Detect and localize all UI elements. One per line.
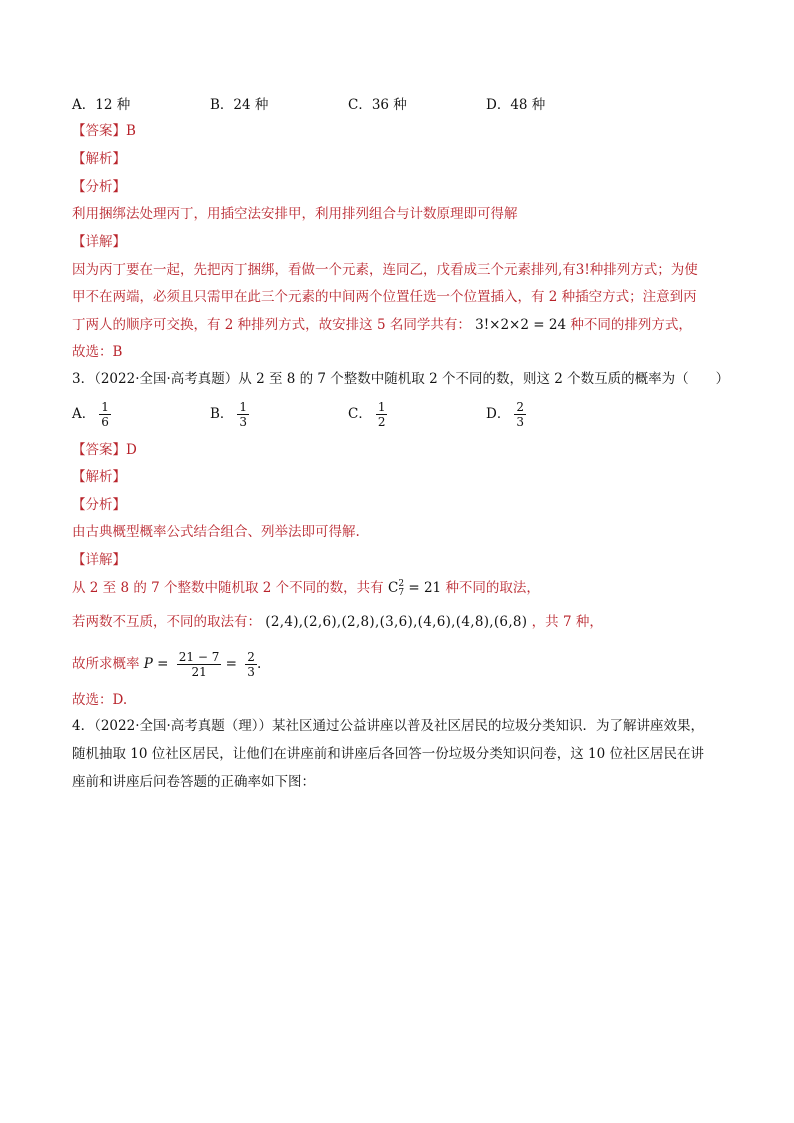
q3-option-a [72, 400, 111, 429]
q2-detail-line-1: 因为丙丁要在一起，先把丙丁捆绑，看做一个元素，连同乙，戊看成三个元素排列,有3!种排列方式；为使 [72, 262, 698, 278]
denominator: 6 [101, 415, 109, 429]
fraction [237, 400, 249, 429]
probability-formula [143, 650, 262, 679]
combination-formula [388, 580, 441, 596]
numerator: 1 [239, 400, 248, 414]
probability-symbol: P [143, 656, 153, 672]
answer-label: 【答案】 [72, 442, 126, 458]
q2-option-b: B．24 种 [210, 97, 269, 113]
fraction [177, 650, 222, 679]
detail-text: 丁两人的顺序可交换，有 2 种排列方式，故安排这 5 名同学共有： [72, 317, 471, 333]
detail-text: 若两数不互质，不同的取法有： [72, 614, 261, 630]
formula: 3!×2×2 = 24 [475, 317, 567, 333]
denominator: 2 [377, 415, 386, 429]
option-letter: D． [486, 406, 511, 422]
q2-fenxi-text: 利用捆绑法处理丙丁，用插空法安排甲，利用排列组合与计数原理即可得解 [72, 206, 518, 222]
detail-text: 种不同的取法， [445, 580, 540, 596]
denominator: 3 [516, 415, 524, 429]
q4-line-1: 4．（2022·全国·高考真题（理））某社区通过公益讲座以普及社区居民的垃圾分类知识．为了解讲座效果， [72, 718, 705, 734]
numerator: 1 [101, 400, 109, 414]
denominator: 3 [239, 415, 248, 429]
q3-answer [72, 440, 137, 460]
equals-sign: = [221, 656, 242, 672]
combination-sup: 2 [398, 578, 405, 589]
q2-detail-line-2: 甲不在两端，必须且只需甲在此三个元素的中间两个位置任选一个位置插入，有 2 种插空方式；注意到丙 [72, 289, 697, 305]
q2-option-a: A．12 种 [72, 97, 131, 113]
option-letter: A． [72, 406, 96, 422]
fraction [376, 400, 388, 429]
detail-text: 故所求概率 [72, 656, 140, 672]
numerator: 2 [516, 400, 524, 414]
q2-option-d: D．48 种 [486, 97, 546, 113]
q3-option-c [348, 400, 387, 429]
q3-detail-line-1 [72, 578, 540, 598]
detail-text: 种不同的排列方式， [570, 317, 692, 333]
q3-detail-line-2 [72, 612, 603, 632]
detail-text: 从 2 至 8 的 7 个整数中随机取 2 个不同的数，共有 [72, 580, 384, 596]
q3-jiexi-heading: 【解析】 [72, 469, 126, 485]
fraction [99, 400, 111, 429]
pairs-list: (2,4),(2,6),(2,8),(3,6),(4,6),(4,8),(6,8) [265, 614, 528, 630]
q3-xiangjie-heading: 【详解】 [72, 552, 126, 568]
answer-label: 【答案】 [72, 123, 126, 139]
combination-sub: 7 [398, 587, 405, 598]
detail-text: ，共 7 种， [531, 614, 603, 630]
q3-fenxi-text: 由古典概型概率公式结合组合、列举法即可得解. [72, 524, 360, 540]
fraction [514, 400, 526, 429]
q2-jiexi-heading: 【解析】 [72, 151, 126, 167]
period: . [256, 656, 262, 672]
option-letter: C． [348, 406, 372, 422]
q3-option-b [210, 400, 249, 429]
equals-sign: = [152, 656, 173, 672]
answer-value: D [126, 442, 137, 458]
combination-result: = 21 [404, 580, 442, 596]
numerator: 21 − 7 [178, 650, 220, 664]
option-letter: B． [210, 406, 234, 422]
q2-conclusion: 故选：B [72, 344, 123, 360]
answer-value: B [126, 123, 136, 139]
combination-symbol: C [387, 580, 399, 596]
q3-fenxi-heading: 【分析】 [72, 497, 126, 513]
fraction [245, 650, 257, 679]
q3-detail-line-3 [72, 650, 261, 679]
q3-option-d [486, 400, 526, 429]
numerator: 1 [377, 400, 386, 414]
q2-detail-line-3 [72, 315, 692, 335]
q2-fenxi-heading: 【分析】 [72, 179, 126, 195]
numerator: 2 [247, 650, 255, 664]
q2-option-c: C．36 种 [348, 97, 407, 113]
q2-answer [72, 121, 136, 141]
q2-xiangjie-heading: 【详解】 [72, 234, 126, 250]
denominator: 3 [247, 665, 255, 679]
q4-line-3: 座前和讲座后问卷答题的正确率如下图： [72, 774, 315, 790]
q4-line-2: 随机抽取 10 位社区居民，让他们在讲座前和讲座后各回答一份垃圾分类知识问卷，这 10 位社区居民在讲 [72, 746, 705, 762]
q3-stem: 3．（2022·全国·高考真题）从 2 至 8 的 7 个整数中随机取 2 个不同的数，则这 2 个数互质的概率为（ ） [72, 371, 730, 387]
denominator: 21 [191, 665, 207, 679]
q3-conclusion: 故选：D. [72, 692, 128, 708]
